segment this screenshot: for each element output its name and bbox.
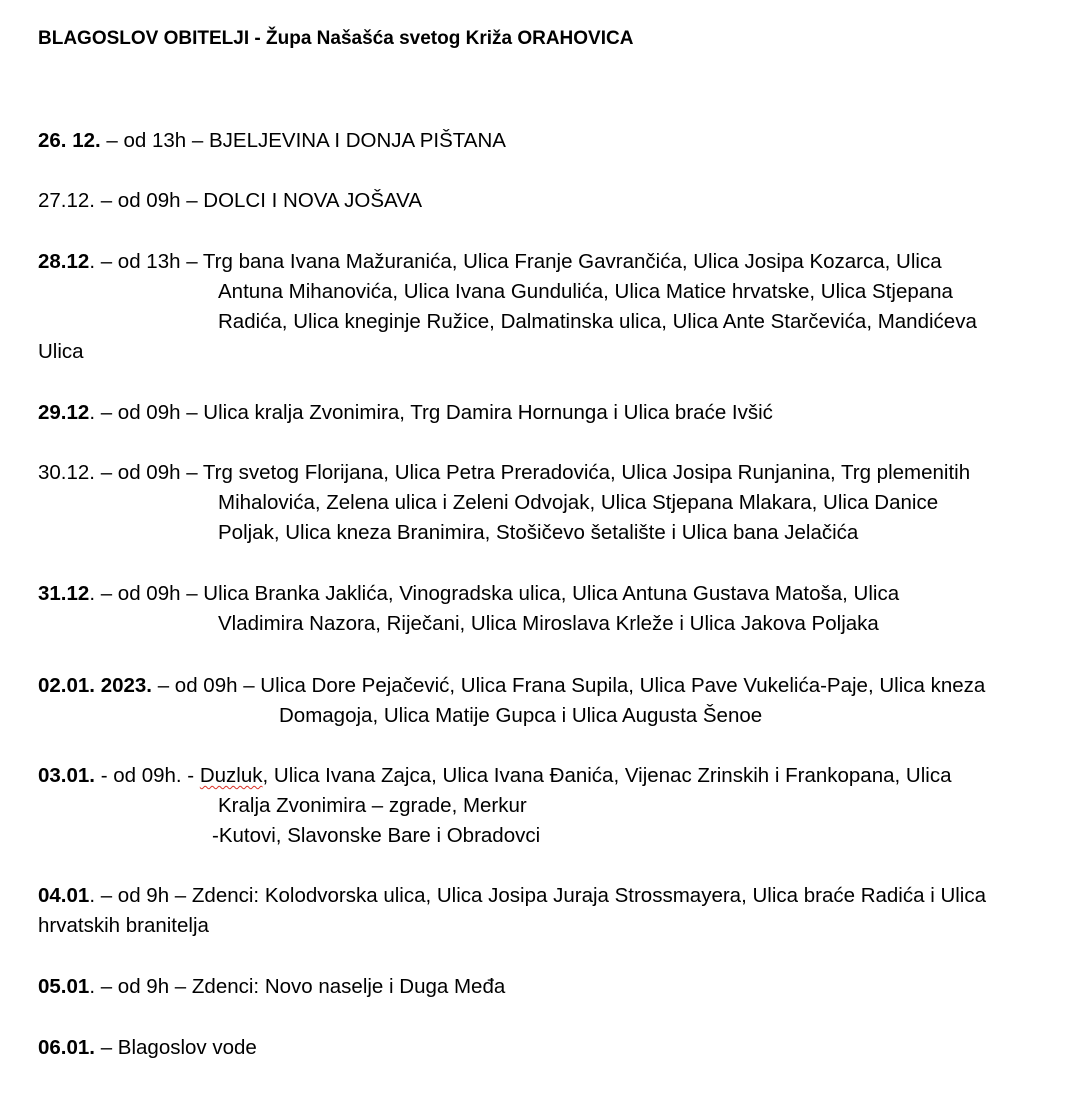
entry-date: 30.12. bbox=[38, 461, 95, 484]
schedule-entry bbox=[38, 1033, 257, 1063]
entry-text: – od 09h – DOLCI I NOVA JOŠAVA bbox=[95, 189, 423, 212]
entry-text: . – od 9h – Zdenci: Novo naselje i Duga Međa bbox=[89, 975, 506, 998]
entry-date: 31.12 bbox=[38, 582, 90, 605]
schedule-entry bbox=[38, 671, 985, 701]
entry-text: – od 09h – Trg svetog Florijana, Ulica Petra Preradovića, Ulica Josipa Runjanina, Trg plemenitih bbox=[95, 461, 971, 484]
entry-wrap: Ulica bbox=[38, 340, 84, 363]
page-title: BLAGOSLOV OBITELJI - Župa Našašća svetog Križa ORAHOVICA bbox=[38, 28, 634, 49]
entry-date: 03.01. bbox=[38, 764, 95, 787]
schedule-entry bbox=[38, 126, 506, 156]
schedule-entry bbox=[38, 398, 773, 428]
entry-continuation: Radića, Ulica kneginje Ružice, Dalmatinska ulica, Ulica Ante Starčevića, Mandićeva bbox=[218, 310, 977, 333]
entry-continuation: Mihalovića, Zelena ulica i Zeleni Odvojak, Ulica Stjepana Mlakara, Ulica Danice bbox=[218, 491, 939, 514]
entry-text: . – od 09h – Ulica Branka Jaklića, Vinogradska ulica, Ulica Antuna Gustava Matoša, Ulica bbox=[89, 582, 900, 605]
entry-text-prefix: - od 09h. - bbox=[95, 764, 200, 787]
entry-text: . – od 9h – Zdenci: Kolodvorska ulica, Ulica Josipa Juraja Strossmayera, Ulica braće Radića i Ulica bbox=[89, 884, 987, 907]
entry-text: . – od 09h – Ulica kralja Zvonimira, Trg Damira Hornunga i Ulica braće Ivšić bbox=[89, 401, 773, 424]
entry-date: 05.01 bbox=[38, 975, 90, 998]
entry-continuation: Kralja Zvonimira – zgrade, Merkur bbox=[218, 794, 527, 817]
entry-text: . – od 13h – Trg bana Ivana Mažuranića, Ulica Franje Gavrančića, Ulica Josipa Kozarca, Ulica bbox=[89, 250, 942, 273]
entry-continuation: Domagoja, Ulica Matije Gupca i Ulica Augusta Šenoe bbox=[279, 704, 763, 727]
entry-date: 02.01. 2023. bbox=[38, 674, 152, 697]
schedule-entry bbox=[38, 247, 942, 277]
entry-date: 06.01. bbox=[38, 1036, 95, 1059]
entry-text: – od 13h – BJELJEVINA I DONJA PIŠTANA bbox=[100, 129, 506, 152]
entry-date: 27.12. bbox=[38, 189, 95, 212]
entry-continuation: Antuna Mihanovića, Ulica Ivana Gundulića, Ulica Matice hrvatske, Ulica Stjepana bbox=[218, 280, 953, 303]
entry-date: 28.12 bbox=[38, 250, 90, 273]
schedule-entry bbox=[38, 458, 970, 488]
schedule-entry bbox=[38, 972, 505, 1002]
misspelled-word: Duzluk bbox=[199, 764, 263, 787]
schedule-entry bbox=[38, 579, 899, 609]
schedule-entry bbox=[38, 186, 422, 216]
entry-continuation: Vladimira Nazora, Riječani, Ulica Miroslava Krleže i Ulica Jakova Poljaka bbox=[218, 612, 879, 635]
entry-continuation: -Kutovi, Slavonske Bare i Obradovci bbox=[212, 824, 541, 847]
entry-date: 29.12 bbox=[38, 401, 90, 424]
schedule-entry bbox=[38, 761, 951, 791]
entry-date: 26. 12. bbox=[38, 129, 101, 152]
entry-continuation: Poljak, Ulica kneza Branimira, Stošičevo šetalište i Ulica bana Jelačića bbox=[218, 521, 859, 544]
entry-date: 04.01 bbox=[38, 884, 90, 907]
entry-text: – Blagoslov vode bbox=[95, 1036, 257, 1059]
entry-wrap: hrvatskih branitelja bbox=[38, 914, 209, 937]
entry-text: – od 09h – Ulica Dore Pejačević, Ulica Frana Supila, Ulica Pave Vukelića-Paje, Ulica kneza bbox=[152, 674, 986, 697]
schedule-entry bbox=[38, 881, 986, 911]
entry-text: , Ulica Ivana Zajca, Ulica Ivana Đanića, Vijenac Zrinskih i Frankopana, Ulica bbox=[262, 764, 952, 787]
